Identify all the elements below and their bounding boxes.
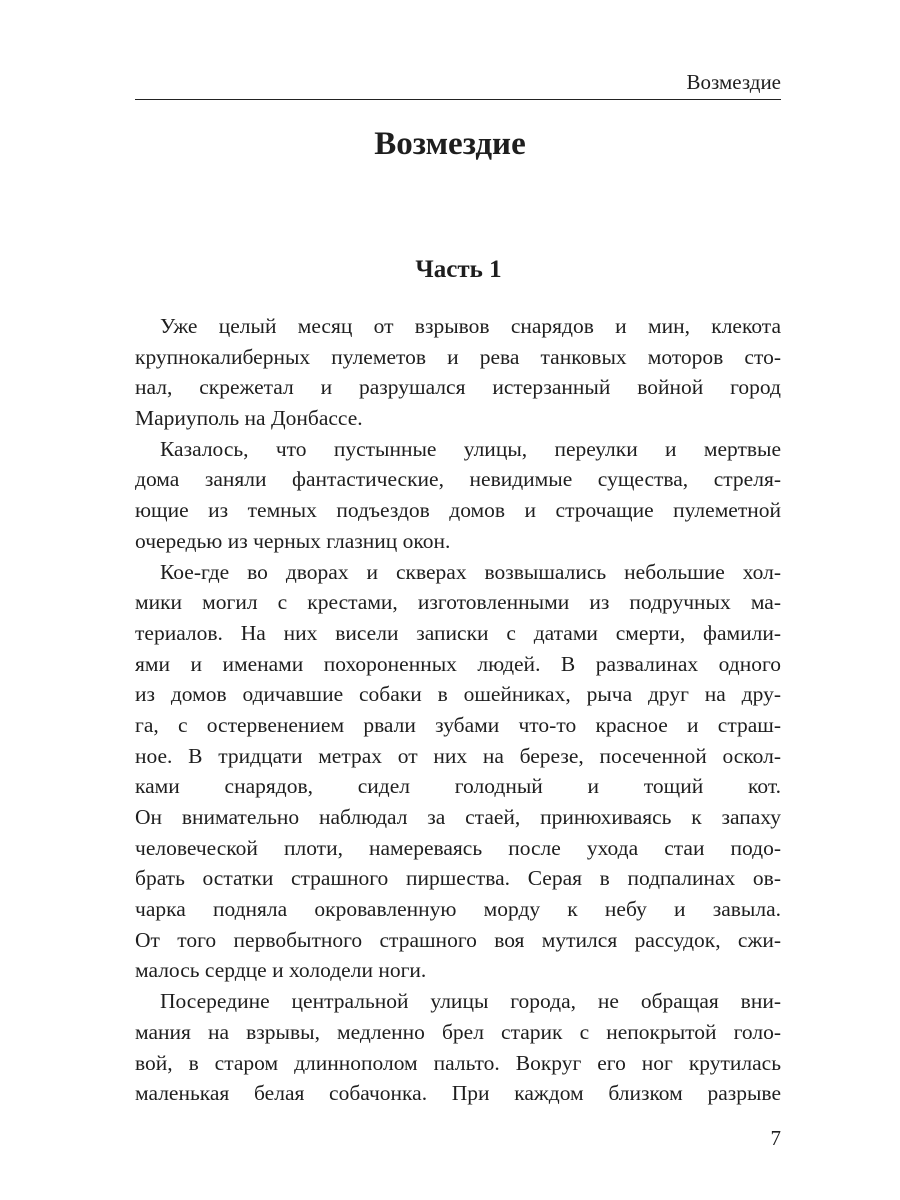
text-line: дома заняли фантастические, невидимые существа, стреля- bbox=[135, 467, 781, 492]
text-line: нал, скрежетал и разрушался истерзанный войной город bbox=[135, 375, 781, 400]
text-line: человеческой плоти, намереваясь после ухода стаи подо- bbox=[135, 835, 781, 860]
page-number: 7 bbox=[770, 1126, 781, 1150]
paragraph bbox=[135, 557, 781, 987]
text-line: из домов одичавшие собаки в ошейниках, рыча друг на дру- bbox=[135, 682, 781, 707]
text-line: га, с остервенением рвали зубами что-то красное и страш- bbox=[135, 712, 781, 737]
text-line: териалов. На них висели записки с датами смерти, фамили- bbox=[135, 620, 781, 645]
chapter-title: Возмездие bbox=[374, 126, 526, 162]
text-line: чарка подняла окровавленную морду к небу и завыла. bbox=[135, 897, 781, 922]
part-heading: Часть 1 bbox=[415, 256, 502, 283]
text-line: Мариуполь на Донбассе. bbox=[135, 406, 363, 431]
text-line: мики могил с крестами, изготовленными из подручных ма- bbox=[135, 590, 781, 615]
text-line: Кое-где во дворах и скверах возвышались небольшие хол- bbox=[160, 559, 781, 584]
text-line: маленькая белая собачонка. При каждом близком разрыве bbox=[135, 1081, 781, 1106]
paragraph bbox=[135, 434, 781, 557]
text-line: От того первобытного страшного воя мутился рассудок, сжи- bbox=[135, 927, 781, 952]
text-line: ками снарядов, сидел голодный и тощий кот. bbox=[135, 774, 781, 799]
text-line: ющие из темных подъездов домов и строчащие пулеметной bbox=[135, 498, 781, 523]
text-line: брать остатки страшного пиршества. Серая в подпалинах ов- bbox=[135, 866, 781, 891]
text-line: Он внимательно наблюдал за стаей, принюхиваясь к запаху bbox=[135, 805, 781, 829]
text-line: малось сердце и холодели ноги. bbox=[135, 958, 427, 983]
paragraph bbox=[135, 311, 781, 434]
body-text bbox=[135, 311, 781, 1109]
text-line: мания на взрывы, медленно брел старик с непокрытой голо- bbox=[135, 1019, 781, 1044]
text-line: ное. В тридцати метрах от них на березе, посеченной оскол- bbox=[135, 743, 781, 768]
text-line: вой, в старом длиннополом пальто. Вокруг его ног крутилась bbox=[135, 1050, 781, 1075]
text-line: очередью из черных глазниц окон. bbox=[135, 528, 451, 553]
text-line: ями и именами похороненных людей. В развалинах одного bbox=[135, 651, 781, 676]
text-line: Уже целый месяц от взрывов снарядов и мин, клекота bbox=[160, 314, 781, 338]
header-rule bbox=[135, 99, 781, 100]
paragraph bbox=[135, 986, 781, 1109]
running-head: Возмездие bbox=[686, 70, 781, 94]
text-line: Казалось, что пустынные улицы, переулки и мертвые bbox=[160, 436, 781, 461]
text-line: крупнокалиберных пулеметов и рева танковых моторов сто- bbox=[135, 344, 781, 369]
text-line: Посередине центральной улицы города, не обращая вни- bbox=[160, 989, 781, 1014]
